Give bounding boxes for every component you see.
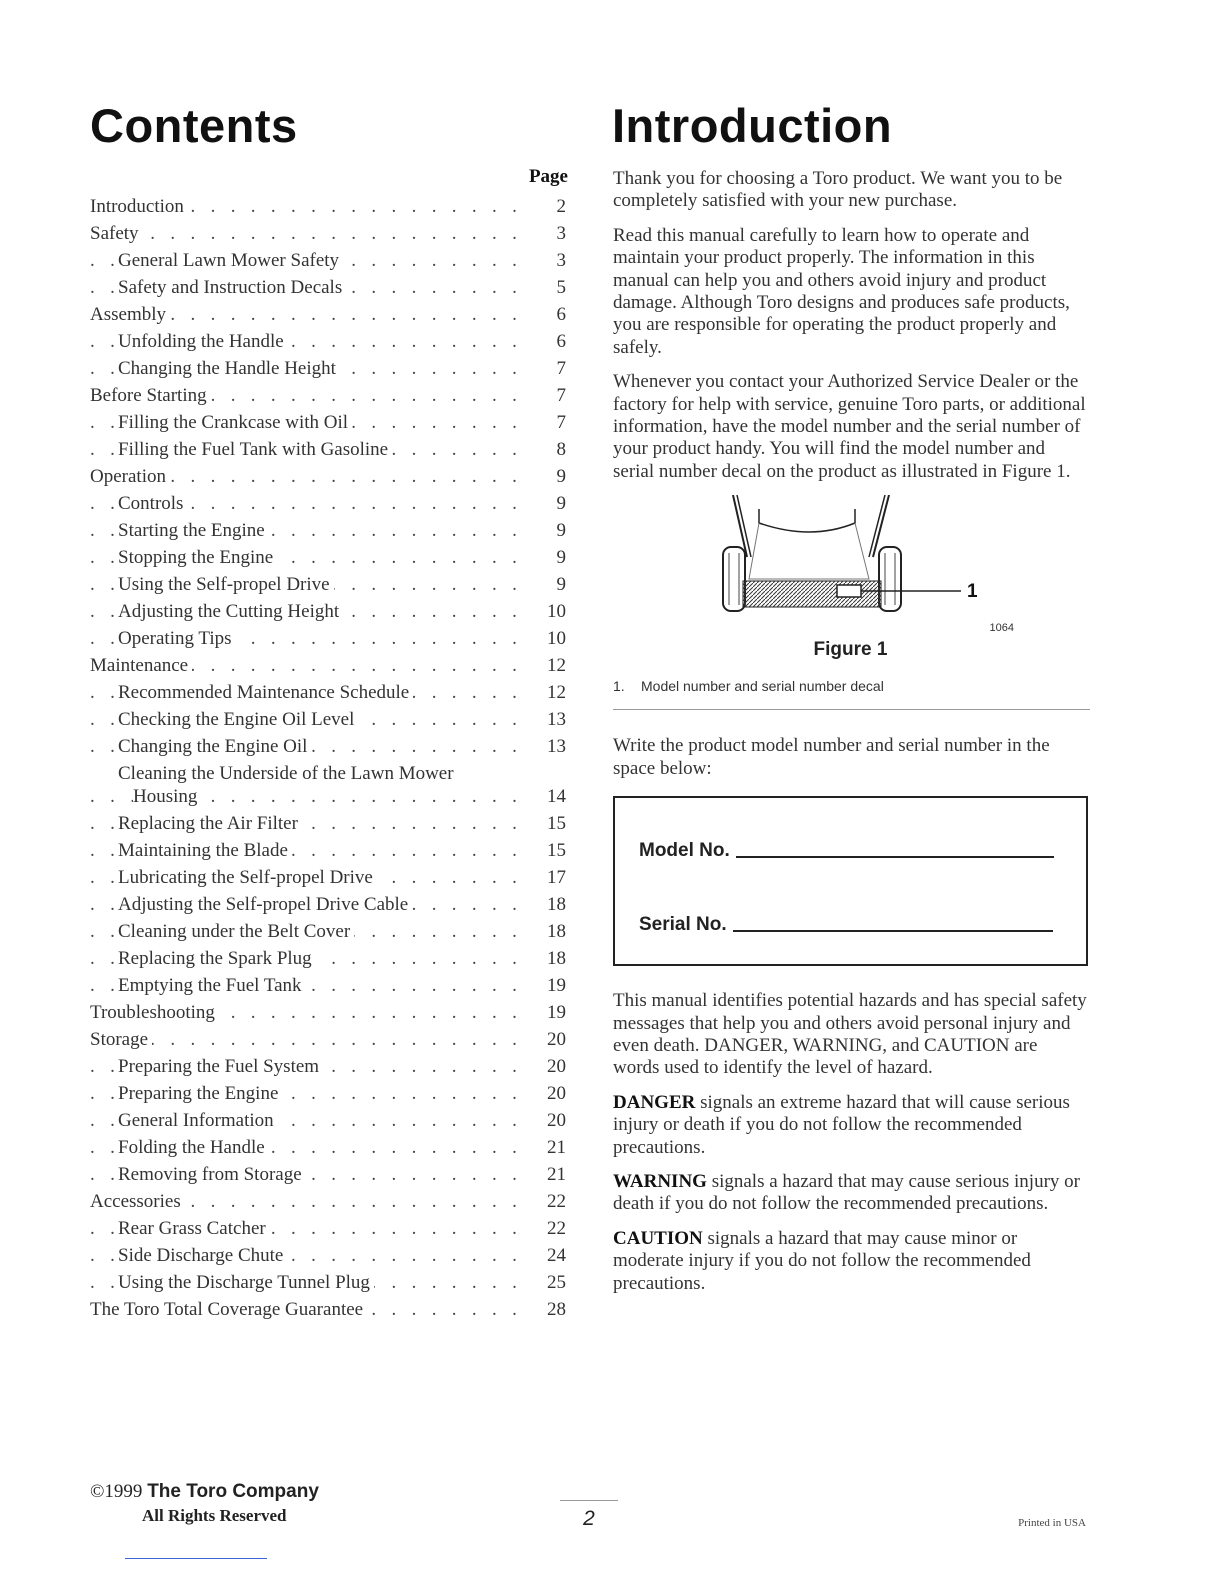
- toc-entry-title: Using the Self-propel Drive: [118, 574, 334, 595]
- toc-entry-title: Accessories: [90, 1191, 185, 1212]
- toc-entry-title: The Toro Total Coverage Guarantee: [90, 1299, 367, 1320]
- toc-entry-page: 20: [530, 1080, 566, 1107]
- toc-entry: [90, 706, 568, 733]
- toc-entry-page: 18: [530, 891, 566, 918]
- caption-text: Model number and serial number decal: [641, 678, 884, 695]
- toc-entry-page: 7: [530, 382, 566, 409]
- toc-entry-page: 8: [530, 436, 566, 463]
- toc-entry: [90, 679, 568, 706]
- toc-entry-page: 9: [530, 463, 566, 490]
- toc-entry-title: Maintaining the Blade: [118, 840, 292, 861]
- caution-word: CAUTION: [613, 1227, 703, 1249]
- toc-entry-page: 7: [530, 409, 566, 436]
- toc-entry-page: 20: [530, 1053, 566, 1080]
- toc-entry-page: 19: [530, 999, 566, 1026]
- toc-entry-title: Changing the Handle Height: [118, 358, 340, 379]
- toc-entry: [90, 1161, 568, 1188]
- toc-entry: [90, 1215, 568, 1242]
- toc-entry: [90, 463, 568, 490]
- toc-entry-page: 9: [530, 544, 566, 571]
- toc-entry-page: 20: [530, 1026, 566, 1053]
- toc-entry: [90, 733, 568, 760]
- toc-entry-title: Lubricating the Self-propel Drive: [118, 867, 377, 888]
- toc-entry-title: General Lawn Mower Safety: [118, 250, 343, 271]
- toc-entry-page: 6: [530, 328, 566, 355]
- toc-leader-dots: [90, 1026, 526, 1053]
- toc-entry-page: 15: [530, 837, 566, 864]
- toc-entry-title: Storage: [90, 1029, 152, 1050]
- toc-list: [90, 193, 568, 1323]
- rights-reserved: All Rights Reserved: [142, 1506, 287, 1525]
- toc-entry-page: 22: [530, 1188, 566, 1215]
- toc-entry: [90, 517, 568, 544]
- toc-entry: [90, 999, 568, 1026]
- printed-in: Printed in USA: [1018, 1517, 1086, 1529]
- toc-entry-title: Cleaning under the Belt Cover: [118, 921, 354, 942]
- toc-entry: [90, 1242, 568, 1269]
- toc-entry-title: Filling the Crankcase with Oil: [118, 412, 352, 433]
- toc-entry-title: Cleaning the Underside of the Lawn Mower: [118, 763, 454, 784]
- toc-entry-page: 20: [530, 1107, 566, 1134]
- toc-entry: [90, 247, 568, 274]
- toc-entry: [90, 945, 568, 972]
- toc-entry: [90, 193, 568, 220]
- toc-entry-page: 5: [530, 274, 566, 301]
- toc-entry: [90, 1296, 568, 1323]
- toc-entry-page: 7: [530, 355, 566, 382]
- toc-entry-title: Adjusting the Cutting Height: [118, 601, 343, 622]
- toc-entry: [90, 972, 568, 999]
- warning-text: signals a hazard that may cause serious injury or death if you do not follow the recommended precautions.: [613, 1170, 1080, 1215]
- toc-entry-title: Replacing the Air Filter: [118, 813, 302, 834]
- toc-entry: [90, 544, 568, 571]
- toc-entry-page: 3: [530, 247, 566, 274]
- toc-entry-title: Safety and Instruction Decals: [118, 277, 346, 298]
- intro-paragraph-2: Read this manual carefully to learn how to operate and maintain your product properly. The information in this manual can help you and others avoid injury and product damage. Although Toro designs and produces safe products, you are responsible for operating the product properly and safely.: [613, 224, 1070, 358]
- mower-illustration: [713, 495, 973, 625]
- toc-entry: [90, 220, 568, 247]
- danger-word: DANGER: [613, 1091, 696, 1113]
- toc-entry: [90, 598, 568, 625]
- toc-entry-page: 3: [530, 220, 566, 247]
- toc-entry-page: 10: [530, 598, 566, 625]
- toc-entry-title: Rear Grass Catcher: [118, 1218, 270, 1239]
- toc-entry-title: Assembly: [90, 304, 170, 325]
- toc-entry: [90, 274, 568, 301]
- caption-number: 1.: [613, 678, 625, 695]
- toc-entry: [90, 328, 568, 355]
- toc-entry-page: 2: [530, 193, 566, 220]
- figure-code: 1064: [989, 622, 1014, 635]
- toc-leader-dots: [90, 220, 526, 247]
- toc-entry-title-cont: Housing: [133, 786, 201, 807]
- caution-paragraph: [613, 1228, 1088, 1295]
- danger-text: signals an extreme hazard that will cause serious injury or death if you do not follow the recommended precautions.: [613, 1091, 1070, 1158]
- toc-entry-title: Filling the Fuel Tank with Gasoline: [118, 439, 392, 460]
- toc-entry-page: 9: [530, 490, 566, 517]
- toc-entry: [90, 355, 568, 382]
- toc-entry-page: 13: [530, 706, 566, 733]
- toc-entry-title: Starting the Engine: [118, 520, 269, 541]
- serial-number-row: [639, 914, 1053, 936]
- toc-entry: [90, 864, 568, 891]
- introduction-title: Introduction: [612, 99, 893, 152]
- toc-entry-page: 28: [530, 1296, 566, 1323]
- toc-entry-title: Safety: [90, 223, 143, 244]
- toc-entry-page: 13: [530, 733, 566, 760]
- toc-entry-page: 18: [530, 945, 566, 972]
- toc-entry: [90, 1188, 568, 1215]
- toc-entry-title: Folding the Handle: [118, 1137, 269, 1158]
- toc-entry-page: 18: [530, 918, 566, 945]
- toc-entry-page: 10: [530, 625, 566, 652]
- toc-entry-page: 25: [530, 1269, 566, 1296]
- model-number-label: Model No.: [639, 840, 730, 862]
- toc-entry-page: 22: [530, 1215, 566, 1242]
- page-number: 2: [560, 1500, 618, 1531]
- danger-paragraph: [613, 1092, 1088, 1159]
- toc-entry-title: Checking the Engine Oil Level: [118, 709, 358, 730]
- toc-entry: [90, 1269, 568, 1296]
- toc-entry-page: 21: [530, 1134, 566, 1161]
- toc-entry-title: Introduction: [90, 196, 188, 217]
- toc-entry-title: Side Discharge Chute: [118, 1245, 287, 1266]
- toc-entry: [90, 409, 568, 436]
- toc-entry-page: 21: [530, 1161, 566, 1188]
- toc-entry: [90, 625, 568, 652]
- toc-entry: [90, 1053, 568, 1080]
- toc-entry-title: Preparing the Fuel System: [118, 1056, 323, 1077]
- company-name: The Toro Company: [147, 1481, 319, 1502]
- toc-entry: [90, 837, 568, 864]
- toc-entry-title: Recommended Maintenance Schedule: [118, 682, 413, 703]
- toc-entry-title: Operation: [90, 466, 170, 487]
- intro-paragraph-4: Write the product model number and serial number in the space below:: [613, 735, 1050, 779]
- toc-entry-page: 17: [530, 864, 566, 891]
- toc-entry-title: Adjusting the Self-propel Drive Cable: [118, 894, 412, 915]
- toc-entry-title: Preparing the Engine: [118, 1083, 282, 1104]
- toc-entry: [90, 1080, 568, 1107]
- toc-entry: [90, 382, 568, 409]
- model-number-line: [736, 856, 1054, 858]
- toc-entry: [90, 891, 568, 918]
- toc-entry-title: Changing the Engine Oil: [118, 736, 311, 757]
- model-number-row: [639, 840, 1054, 862]
- warning-word: WARNING: [613, 1170, 707, 1192]
- toc-entry: [90, 652, 568, 679]
- toc-entry-title: General Information: [118, 1110, 278, 1131]
- toc-page-header: Page: [528, 166, 568, 187]
- toc-entry-page: 12: [530, 652, 566, 679]
- introduction-section: [613, 168, 1088, 1307]
- toc-entry-title: Emptying the Fuel Tank: [118, 975, 306, 996]
- toc-entry: [90, 571, 568, 598]
- toc-entry-page: 24: [530, 1242, 566, 1269]
- toc-entry: [90, 436, 568, 463]
- intro-paragraph-1: Thank you for choosing a Toro product. We want you to be completely satisfied with your new purchase.: [613, 168, 1063, 212]
- toc-entry: [90, 1026, 568, 1053]
- caution-text: signals a hazard that may cause minor or moderate injury if you do not follow the recommended precautions.: [613, 1227, 1031, 1294]
- toc-entry-title: Controls: [118, 493, 187, 514]
- model-serial-box: [613, 796, 1088, 966]
- table-of-contents: [90, 166, 568, 1323]
- toc-entry: [90, 918, 568, 945]
- serial-number-label: Serial No.: [639, 914, 727, 936]
- toc-entry-title: Before Starting: [90, 385, 211, 406]
- figure-caption: [613, 675, 884, 697]
- toc-entry: [90, 1134, 568, 1161]
- toc-entry-page: 12: [530, 679, 566, 706]
- copyright-year: ©1999: [90, 1481, 143, 1502]
- toc-entry: [90, 760, 568, 810]
- intro-paragraph-3: Whenever you contact your Authorized Service Dealer or the factory for help with service, genuine Toro parts, or additional information, have the model number and the serial number of your product handy. You will find the model number and serial number decal on the product as illustrated in Figure 1.: [613, 371, 1086, 482]
- toc-entry-page: 6: [530, 301, 566, 328]
- toc-entry-title: Maintenance: [90, 655, 192, 676]
- toc-entry: [90, 301, 568, 328]
- copyright: [90, 1481, 319, 1503]
- figure-callout-number: 1: [967, 581, 978, 603]
- toc-entry-title: Stopping the Engine: [118, 547, 277, 568]
- serial-number-line: [733, 930, 1053, 932]
- toc-entry-page: 19: [530, 972, 566, 999]
- toc-entry-page: 9: [530, 517, 566, 544]
- toc-entry-title: Replacing the Spark Plug: [118, 948, 316, 969]
- toc-entry-page: 15: [530, 810, 566, 837]
- toc-entry-title: Removing from Storage: [118, 1164, 306, 1185]
- footer-divider: [125, 1558, 267, 1559]
- toc-entry-title: Unfolding the Handle: [118, 331, 288, 352]
- figure-title: Figure 1: [813, 639, 888, 661]
- toc-entry-title: Troubleshooting: [90, 1002, 219, 1023]
- toc-entry: [90, 490, 568, 517]
- toc-entry-page: 14: [530, 783, 566, 810]
- figure-1: [613, 495, 1088, 707]
- toc-entry-page: 9: [530, 571, 566, 598]
- intro-paragraph-5: This manual identifies potential hazards and has special safety messages that help you and others avoid personal injury and even death. DANGER, WARNING, and CAUTION are words used to identify the level of hazard.: [613, 990, 1087, 1079]
- figure-divider: [613, 709, 1090, 710]
- toc-entry-title: Operating Tips: [118, 628, 236, 649]
- toc-entry: [90, 810, 568, 837]
- contents-title: Contents: [90, 99, 298, 152]
- warning-paragraph: [613, 1171, 1088, 1216]
- toc-entry-title: Using the Discharge Tunnel Plug: [118, 1272, 374, 1293]
- toc-entry: [90, 1107, 568, 1134]
